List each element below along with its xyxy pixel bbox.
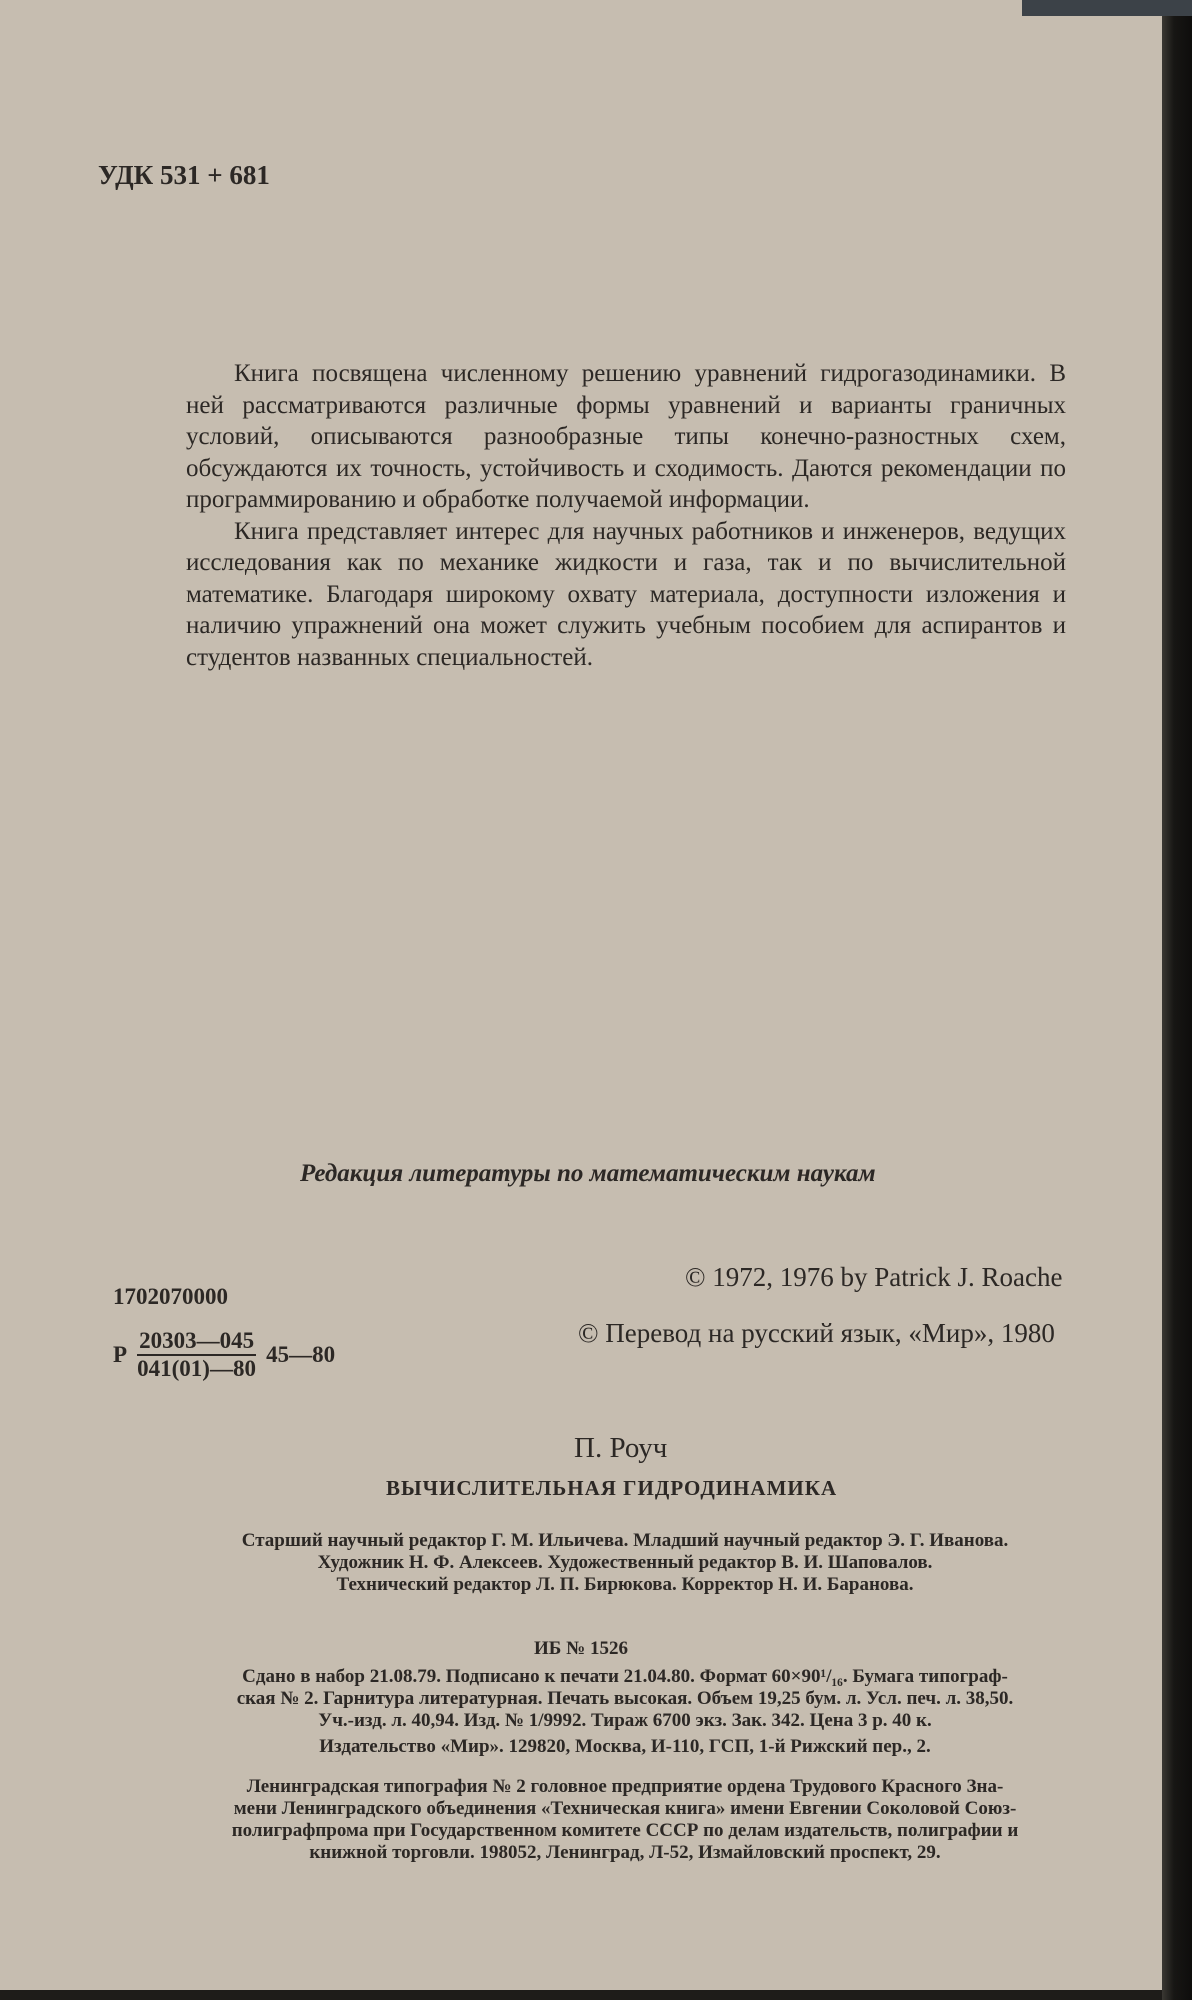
imprint-line: полиграфпрома при Государственном комитете СССР по делам издательств, полиграфии и <box>231 1820 1019 1841</box>
copyright-translation-text: Перевод на русский язык, «Мир», 1980 <box>605 1318 1055 1348</box>
fraction-numerator: 20303—045 <box>137 1328 256 1356</box>
copyright-original-text: 1972, 1976 by Patrick J. Roache <box>712 1262 1063 1292</box>
copyright-translation <box>578 1318 1055 1349</box>
copyright-icon: © <box>578 1318 599 1348</box>
copyright-icon: © <box>685 1262 706 1292</box>
copyright-original <box>685 1262 1062 1293</box>
editorial-office: Редакция литературы по математическим наукам <box>300 1160 876 1187</box>
imprint-line: Издательство «Мир». 129820, Москва, И-110, ГСП, 1-й Рижский пер., 2. <box>319 1736 931 1757</box>
catalog-code: 1702070000 <box>113 1284 228 1309</box>
author: П. Роуч <box>574 1432 668 1464</box>
annotation-paragraph: Книга представляет интерес для научных работников и инженеров, ведущих исследования как по механике жидкости и газа, так и по вычислительной математике. Благодаря широкому охвату материала, доступности изложения и наличию упражнений она может служить учебным пособием для аспирантов и студентов названных специальностей. <box>186 517 1066 671</box>
imprint-line: Художник Н. Ф. Алексеев. Художественный редактор В. И. Шаповалов. <box>317 1552 933 1573</box>
index-fraction <box>113 1328 335 1382</box>
fraction <box>137 1328 256 1382</box>
annotation <box>186 358 1066 673</box>
publisher-address <box>110 1736 1140 1758</box>
imprint-line: ская № 2. Гарнитура литературная. Печать высокая. Объем 19,25 бум. л. Усл. печ. л. 38,50. <box>236 1688 1014 1709</box>
typography-info <box>110 1776 1140 1864</box>
imprint-print-info <box>110 1666 1140 1732</box>
fraction-denominator: 041(01)—80 <box>137 1356 256 1381</box>
ib-number: ИБ № 1526 <box>534 1638 628 1659</box>
index-suffix: 45—80 <box>266 1342 336 1367</box>
imprint-line: Старший научный редактор Г. М. Ильичева. Младший научный редактор Э. Г. Иванова. <box>241 1530 1009 1551</box>
imprint-line: Уч.-изд. л. 40,94. Изд. № 1/9992. Тираж 6700 экз. Зак. 342. Цена 3 р. 40 к. <box>318 1710 932 1731</box>
book-cover-edge <box>1022 0 1192 16</box>
book-title: ВЫЧИСЛИТЕЛЬНАЯ ГИДРОДИНАМИКА <box>386 1476 838 1500</box>
index-prefix: Р <box>113 1342 128 1367</box>
imprint-staff <box>110 1530 1140 1596</box>
imprint-line: мени Ленинградского объединения «Техническая книга» имени Евгении Соколовой Союз- <box>233 1798 1017 1819</box>
imprint-line: книжной торговли. 198052, Ленинград, Л-52, Измайловский проспект, 29. <box>309 1842 941 1863</box>
imprint-line: Технический редактор Л. П. Бирюкова. Корректор Н. И. Баранова. <box>336 1574 914 1595</box>
imprint-line: Сдано в набор 21.08.79. Подписано к печати 21.04.80. Формат 60×90¹/₁₆. Бумага типограф- <box>242 1666 1008 1687</box>
annotation-paragraph: Книга посвящена численному решению уравнений гидрогазодинамики. В ней рассматриваются различные формы уравнений и варианты граничных условий, описываются разнообразные типы конечно-разностных схем, обсуждаются их точность, устойчивость и сходимость. Даются рекомендации по программированию и обработке получаемой информации. <box>186 360 1066 513</box>
imprint-line: Ленинградская типография № 2 головное предприятие ордена Трудового Красного Зна- <box>246 1776 1004 1797</box>
udk-code: УДК 531 + 681 <box>98 160 270 190</box>
book-spine-edge <box>1162 0 1192 2000</box>
